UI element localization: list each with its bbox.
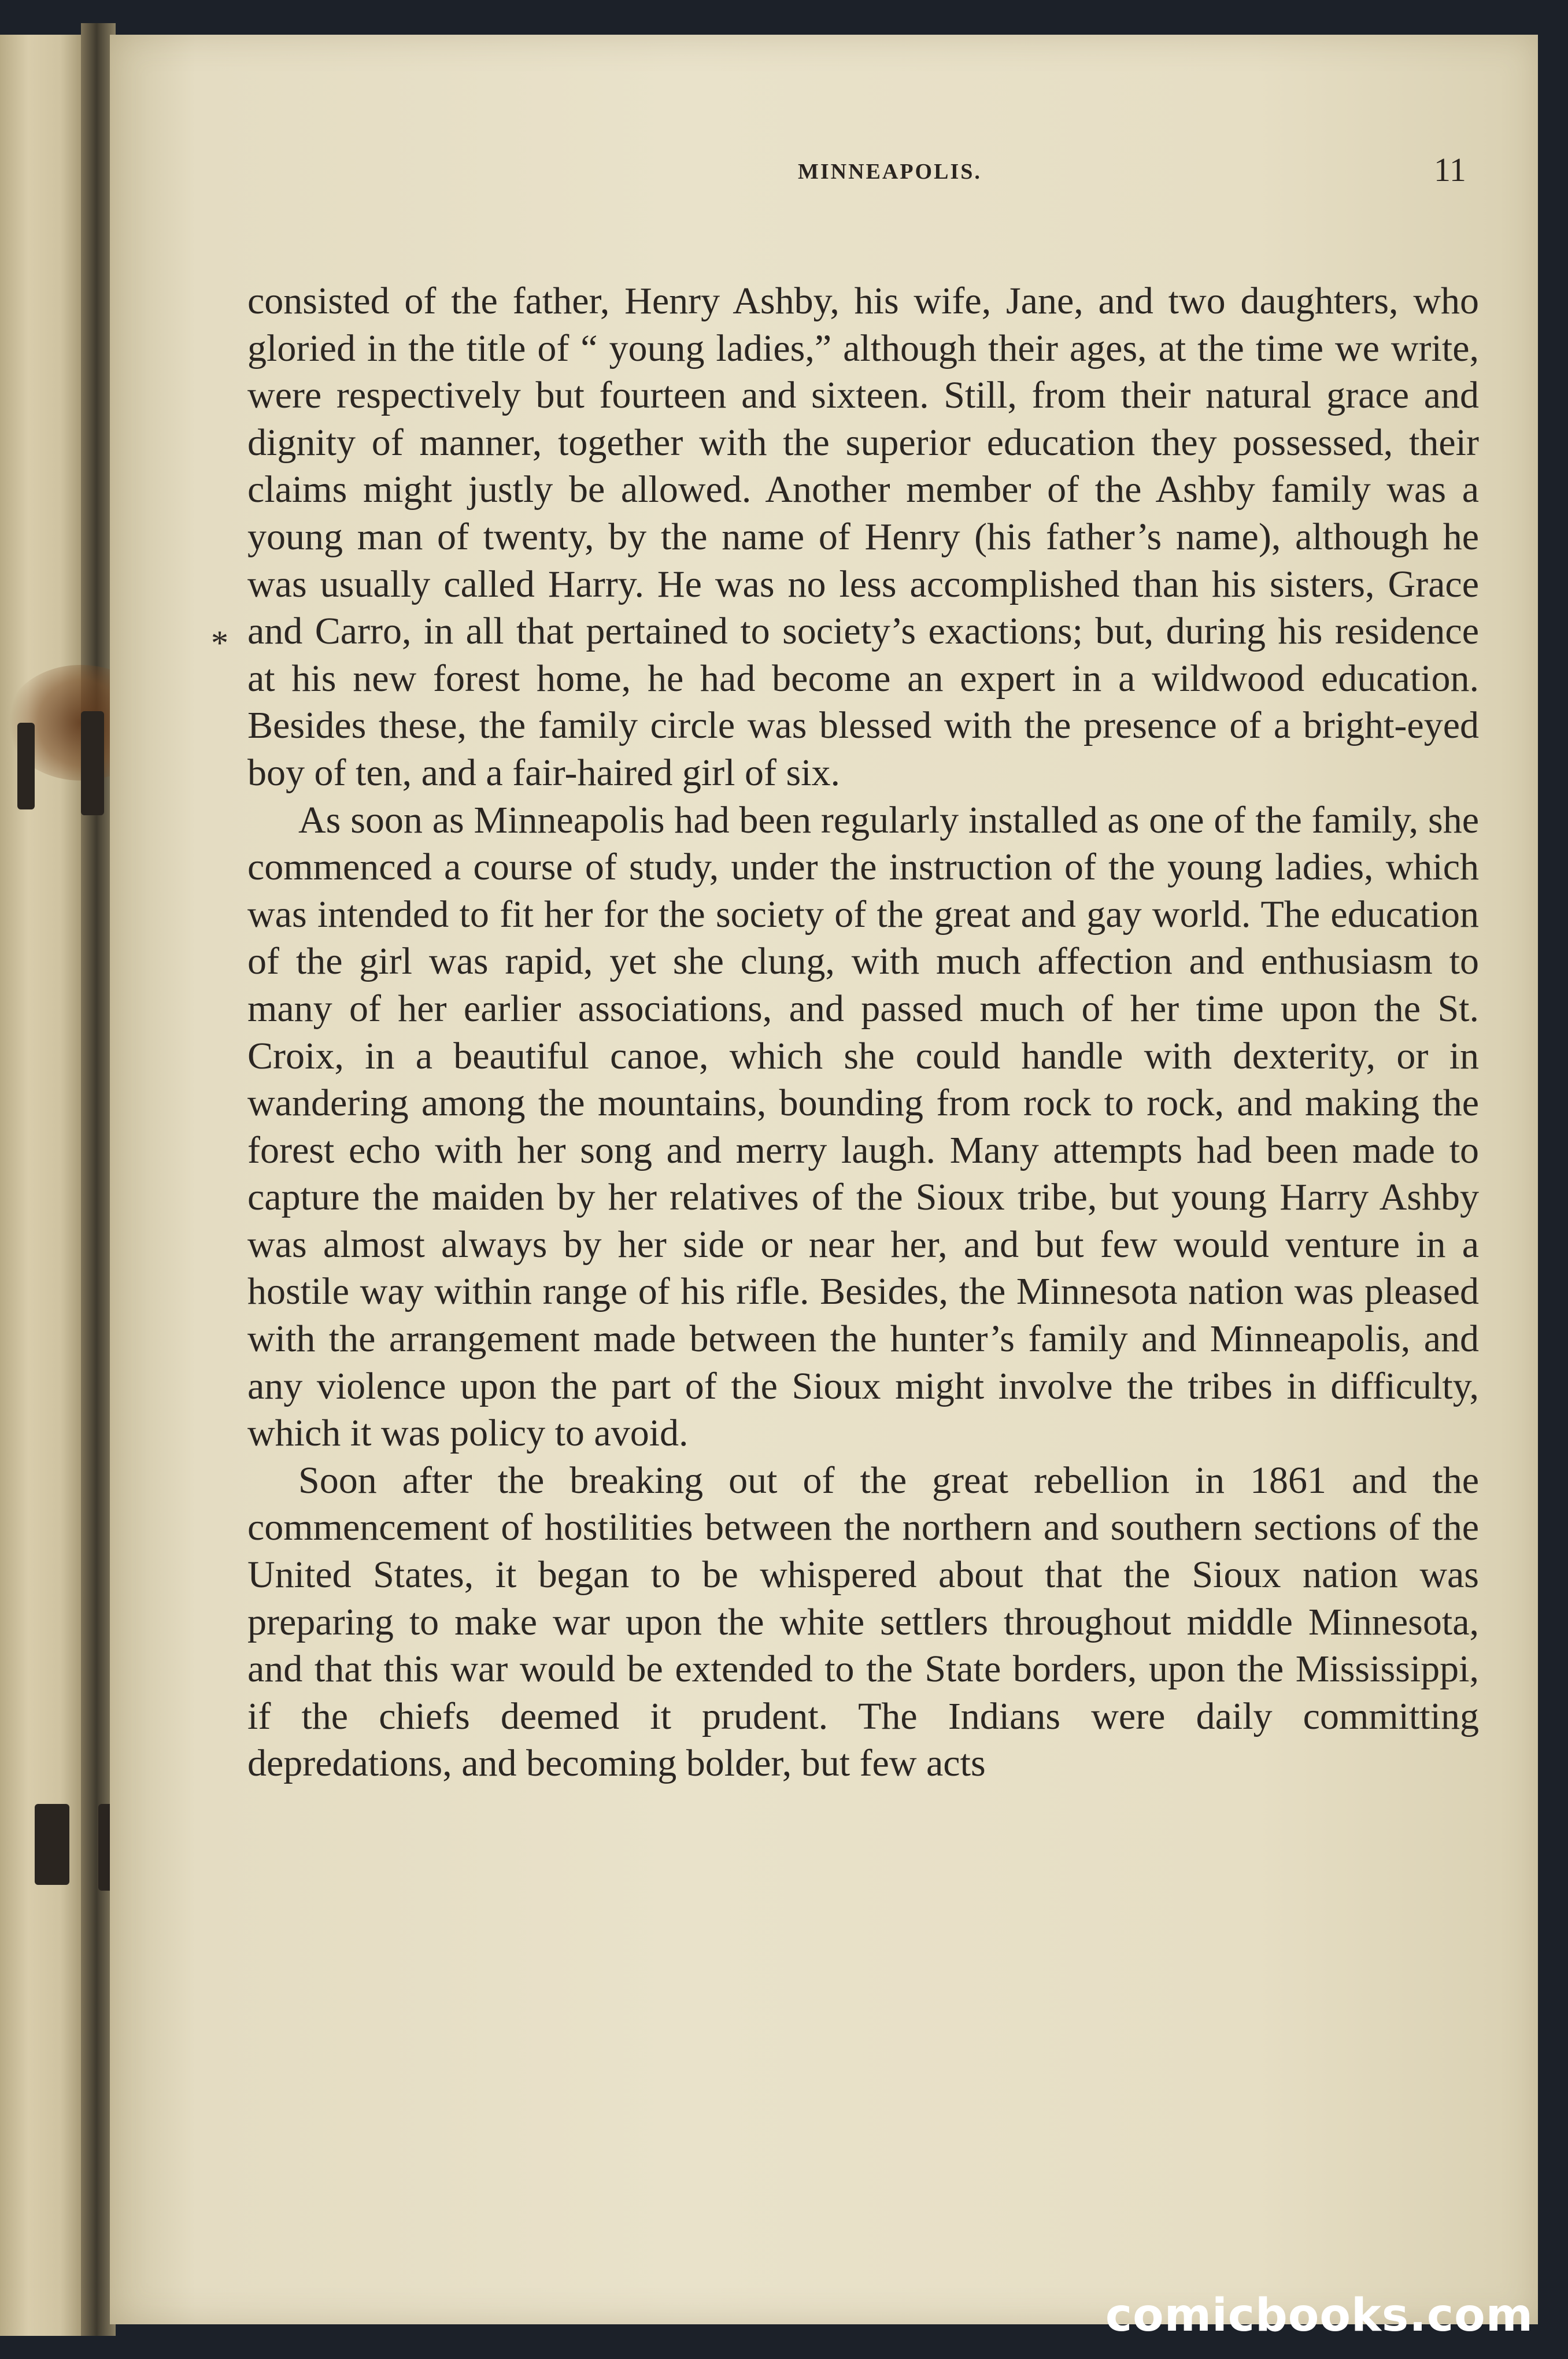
body-text [247,278,1479,1787]
previous-page-edge [0,35,81,2336]
binding-thread-lower [35,1804,69,1885]
paragraph: Soon after the breaking out of the great rebellion in 1861 and the commencement of hostilities between the northern and southern sections of the United States, it began to be whispered about that the Sioux nation was preparing to make war upon the white settlers throughout middle Minnesota, and that this war would be extended to the State borders, upon the Mississippi, if the chiefs deemed it prudent. The Indians were daily committing depredations, and becoming bolder, but few acts [247,1459,1479,1785]
page-number: 11 [1434,151,1466,188]
book-page [110,35,1538,2324]
margin-mark: * [211,624,228,662]
binding-thread-upper [17,723,35,809]
binding-thread-upper [81,711,104,815]
paragraph: As soon as Minneapolis had been regularly installed as one of the family, she commenced a course of study, under the instruction of the young ladies, which was intended to fit her for the society of the great and gay world. The education of the girl was rapid, yet she clung, with much affection and enthusiasm to many of her earlier associations, and passed much of her time upon the St. Croix, in a beautiful canoe, which she could handle with dexterity, or in wandering among the mountains, bounding from rock to rock, and making the forest echo with her song and merry laugh. Many attempts had been made to capture the maiden by her relatives of the Sioux tribe, but young Harry Ashby was almost always by her side or near her, and but few would venture in a hostile way within range of his rifle. Besides, the Minnesota nation was pleased with the arrangement made between the hunter’s family and Minneapolis, and any violence upon the part of the Sioux might involve the tribes in difficulty, which it was policy to avoid. [247,798,1479,1455]
watermark: comicbooks.com [1105,2290,1533,2342]
running-head: MINNEAPOLIS. [798,160,982,184]
paragraph: consisted of the father, Henry Ashby, his wife, Jane, and two daughters, who gloried in the title of “ young ladies,” although their ages, at the time we write, were respectively but fourteen and sixteen. Still, from their natural grace and dignity of manner, together with the superior education they possessed, their claims might justly be allowed. Another member of the Ashby family was a young man of twenty, by the name of Henry (his father’s name), although he was usually called Harry. He was no less accomplished than his sisters, Grace and Carro, in all that pertained to society’s exactions; but, during his residence at his new forest home, he had become an expert in a wildwood education. Besides these, the family circle was blessed with the presence of a bright-eyed boy of ten, and a fair-haired girl of six. [247,280,1479,794]
